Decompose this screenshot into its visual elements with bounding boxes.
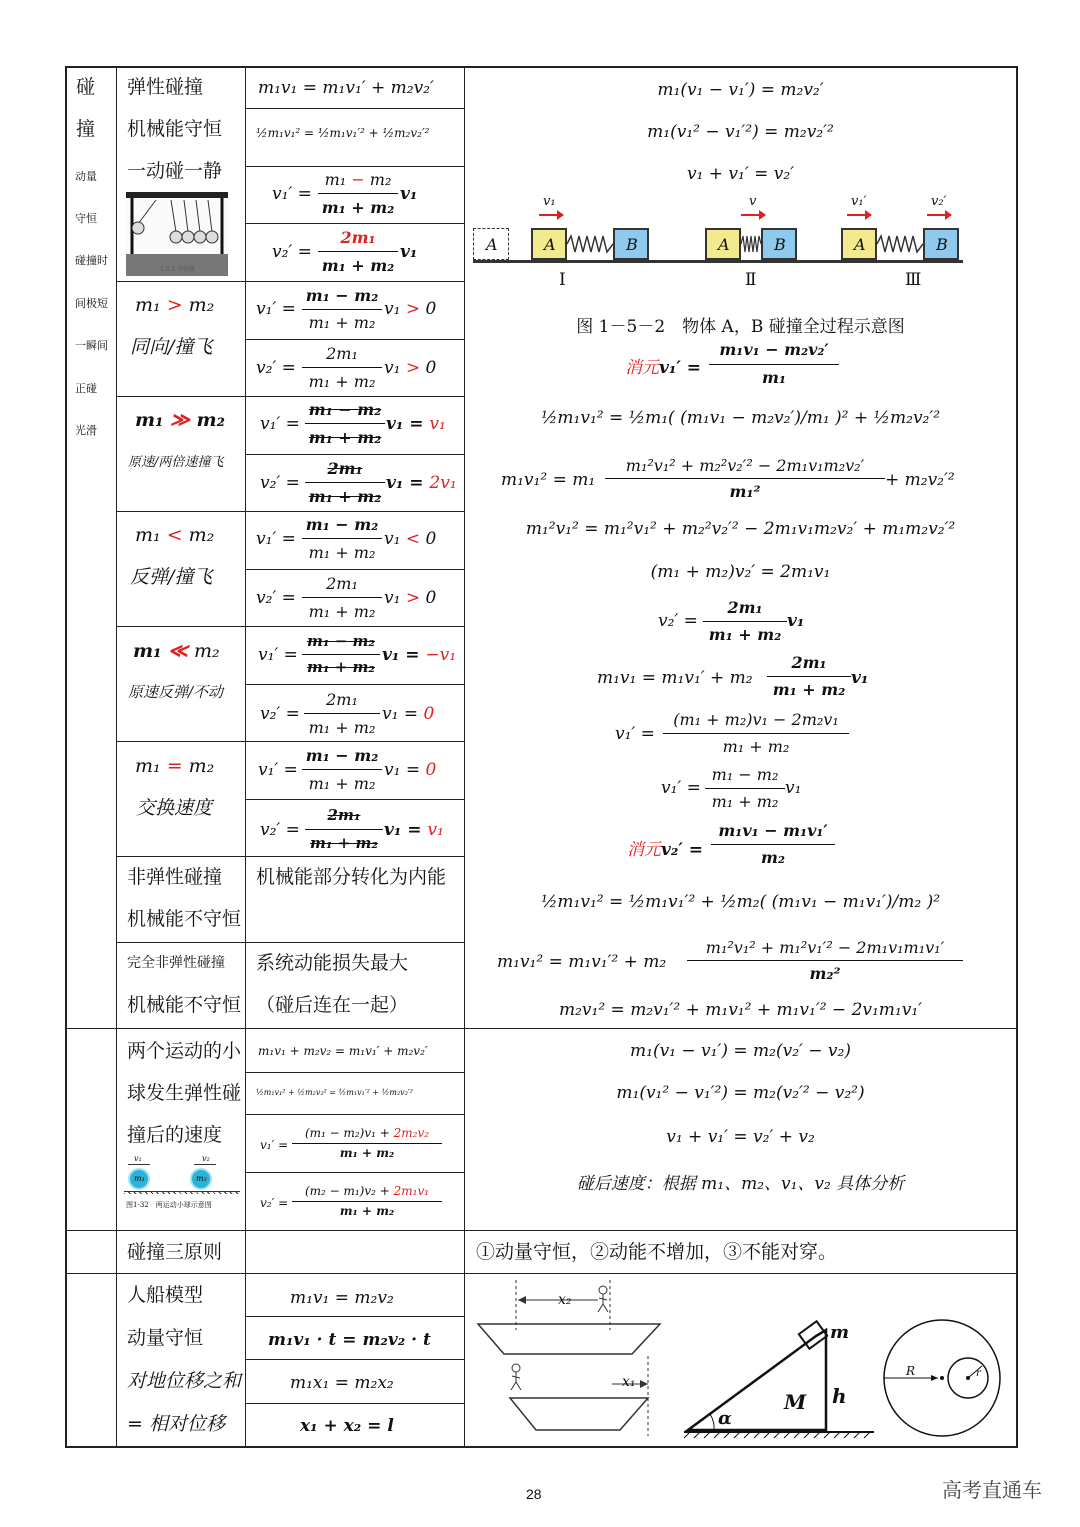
deriv-right: v₁ (785, 778, 802, 798)
result: v₁ = v₁ (386, 414, 446, 434)
boat-title: 人船模型 (127, 1284, 204, 1306)
spring-icon (567, 234, 613, 254)
fraction-bar (292, 1201, 442, 1202)
boat-eq: m₁v₁ = m₂v₂ (290, 1288, 394, 1308)
deriv-eq: ½m₁v₁² = ½m₁( (m₁v₁ − m₂v₂′)/m₁ )² + ½m₂v₂′² (540, 408, 941, 428)
elimination-step: 消元v₂′ = (627, 840, 703, 860)
denominator: m₁ + m₂ (308, 543, 376, 562)
v2-label: v₂ (202, 1154, 210, 1163)
v1p-label: v₁′ = (258, 645, 298, 665)
block-a: A (841, 228, 877, 260)
circle-diagram (880, 1314, 1012, 1444)
newton-cradle-caption: 1.6.1 牛顿摆 (160, 266, 196, 273)
numerator: m₁²v₁² + m₂²v₂′² − 2m₁v₁m₂v₂′ (625, 456, 865, 475)
elastic-energy-eq: ½m₁v₁² = ½m₁v₁′² + ½m₂v₂′² (256, 126, 430, 140)
spring-compressed-icon (741, 234, 761, 254)
v1p-denominator: m₁ + m₂ (321, 198, 395, 217)
numerator: (m₁ + m₂)v₁ − 2m₂v₁ (673, 710, 839, 729)
v1p-label: v₁′ = (258, 760, 298, 780)
v2p-label: v₂′ = (260, 1196, 289, 1210)
deriv-eq: ½m₁v₁² = ½m₁v₁′² + ½m₂( (m₁v₁ − m₁v₁′)/m₂ )² (540, 892, 941, 912)
v2p-label: v₂′ = (260, 473, 300, 493)
denominator: m₁ + m₂ (308, 487, 382, 506)
deriv-right: + m₂v₂′² (885, 470, 955, 490)
block-a: A (705, 228, 741, 260)
boat-note: = 相对位移 (127, 1413, 225, 1435)
v1p-label: v₁′ = (256, 299, 296, 319)
deriv-right: v₁ (787, 611, 805, 631)
block-b: B (761, 228, 797, 260)
result: v₁ < 0 (384, 529, 437, 549)
denominator: m₁ + m₂ (708, 625, 782, 644)
col1-note: 光滑 (75, 424, 97, 437)
col1-note: 一瞬间 (75, 339, 108, 352)
elastic-subtitle: 一动碰一静 (127, 160, 223, 182)
col1-title-1: 碰 (76, 76, 96, 98)
v2p-label: v₂′ = (272, 242, 312, 262)
result: v₁ > 0 (384, 358, 437, 378)
fraction-bar (711, 844, 835, 845)
denominator: m₁ + m₂ (339, 1146, 395, 1160)
stage-label: Ⅰ (559, 270, 566, 290)
h-label: h (832, 1384, 847, 1408)
fraction-bar (302, 538, 382, 539)
denominator: m₁ + m₂ (308, 718, 376, 737)
fraction-bar (302, 309, 382, 310)
denominator: m₂ (761, 848, 785, 867)
boat-note: 对地位移之和 (127, 1370, 242, 1392)
principle-text: ①动量守恒，②动能不增加，③不能对穿。 (476, 1241, 838, 1263)
denominator: m₁ + m₂ (308, 428, 382, 447)
result: v₁ = 0 (384, 760, 437, 780)
case-description: 反弹/撞飞 (130, 566, 213, 588)
block-b: B (613, 228, 649, 260)
deriv-left: v₁′ = (615, 724, 655, 744)
deriv-eq: m₂v₁² = m₂v₁′² + m₁v₁² + m₁v₁′² − 2v₁m₁v₁′ (558, 1000, 923, 1020)
numerator: (m₁ − m₂)v₁ + 2m₂v₂ (304, 1126, 430, 1140)
fraction-bar (304, 713, 380, 714)
circle-drawing (880, 1314, 1012, 1444)
deriv-eq: m₁(v₁ − v₁′) = m₂(v₂′ − v₂) (630, 1041, 851, 1061)
denominator: m₁ + m₂ (711, 792, 779, 811)
x2-label: x₂ (558, 1292, 572, 1308)
boat-diagram (470, 1280, 670, 1440)
newton-cradle-image (126, 192, 228, 276)
collision-diagram (473, 196, 973, 296)
stage-label: Ⅲ (905, 270, 922, 290)
numerator: m₁ − m₂ (307, 632, 375, 650)
fraction-bar (709, 364, 839, 365)
v1-label: v₁ (134, 1154, 142, 1163)
numerator: m₁v₁ − m₂v₂′ (719, 340, 829, 359)
twoball-text: 两个运动的小 (127, 1040, 242, 1062)
v1p-numerator: m₁ − m₂ (324, 170, 392, 189)
numerator: 2m₁ (327, 459, 363, 478)
elastic-energy-note: 机械能守恒 (127, 118, 223, 140)
R-label: R (906, 1364, 916, 1378)
boat-eq: x₁ + x₂ = l (300, 1416, 394, 1436)
result: v₁ = 2v₁ (386, 473, 457, 493)
perfect-desc: 系统动能损失最大 (256, 952, 409, 974)
fraction-bar (703, 621, 787, 622)
twoball-text: 撞后的速度 (127, 1124, 223, 1146)
fraction-bar (302, 769, 382, 770)
v1p-label: v₁′ = (272, 184, 312, 204)
numerator: 2m₁ (326, 690, 358, 709)
twoball-energy-eq: ½m₁v₁² + ½m₂v₂² = ½m₁v₁′² + ½m₂v₂′² (256, 1088, 413, 1097)
boat-note: 动量守恒 (127, 1327, 204, 1349)
fraction-bar (318, 251, 398, 252)
numerator: m₁²v₁² + m₁²v₁′² − 2m₁v₁m₁v₁′ (705, 938, 945, 957)
arrow-head-icon (557, 210, 564, 220)
result: v₁ = 0 (382, 704, 435, 724)
case-description: 交换速度 (136, 797, 213, 819)
perfect-title: 完全非弹性碰撞 (127, 955, 225, 971)
deriv-left: v₂′ = (658, 611, 698, 631)
v1p-label: v₁′ (851, 194, 867, 209)
fraction-bar (302, 367, 382, 368)
fraction-bar (292, 1143, 442, 1144)
denominator: m₁ + m₂ (308, 774, 376, 793)
twoball-text: 球发生弹性碰 (127, 1082, 242, 1104)
twoball-momentum-eq: m₁v₁ + m₂v₂ = m₁v₁′ + m₂v₂′ (258, 1044, 428, 1058)
numerator: 2m₁ (791, 653, 827, 672)
col1-title-2: 撞 (76, 118, 96, 140)
v1p-label: v₁′ = (256, 529, 296, 549)
v2p-label: v₂′ = (256, 588, 296, 608)
denominator: m₁ + m₂ (308, 313, 376, 332)
case-condition: m₁ = m₂ (135, 755, 215, 777)
inelastic-title: 非弹性碰撞 (127, 866, 223, 888)
numerator: 2m₁ (326, 574, 358, 593)
arrow-head-icon (865, 210, 872, 220)
denominator: m₁ + m₂ (772, 680, 846, 699)
alpha-label: α (718, 1408, 732, 1429)
floor-line (473, 260, 963, 263)
deriv-eq: m₁²v₁² = m₁²v₁² + m₂²v₂′² − 2m₁v₁m₂v₂′ + m₁m₂v₂′² (525, 519, 956, 539)
v1-factor: v₁ (400, 184, 418, 204)
r-label: r (976, 1368, 981, 1379)
numerator: (m₂ − m₁)v₂ + 2m₁v₁ (304, 1184, 430, 1198)
v2p-label: v₂′ = (260, 820, 300, 840)
elastic-title: 弹性碰撞 (127, 76, 204, 98)
velocity-arrow (194, 1164, 216, 1165)
fraction-bar (767, 676, 851, 677)
fraction-bar (605, 478, 885, 479)
boat-eq: m₁x₁ = m₂x₂ (290, 1373, 394, 1393)
case-condition: m₁ ≫ m₂ (135, 409, 225, 431)
deriv-left: m₁v₁ = m₁v₁′ + m₂ (597, 668, 753, 688)
denominator: m₁ + m₂ (310, 834, 378, 852)
numerator: m₁ − m₂ (305, 746, 379, 765)
denominator: m₁ + m₂ (308, 602, 376, 621)
M-label: M (784, 1390, 807, 1414)
x1-label: x₁ (622, 1374, 636, 1390)
result: v₁ = −v₁ (382, 645, 457, 665)
spring-icon (877, 234, 923, 254)
v2p-numerator: 2m₁ (340, 228, 376, 247)
v2p-label: v₂′ (931, 194, 947, 209)
denominator: m₁ (762, 368, 786, 387)
numerator: 2m₁ (327, 806, 361, 824)
fraction-bar (705, 788, 785, 789)
ball-m2: m₂ (190, 1168, 212, 1190)
deriv-left: m₁v₁² = m₁ (501, 470, 596, 490)
inelastic-desc: 机械能部分转化为内能 (256, 866, 447, 888)
brand-watermark: 高考直通车 (942, 1478, 1042, 1502)
ground-line (124, 1191, 240, 1194)
deriv-eq: m₁(v₁² − v₁′²) = m₂(v₂′² − v₂²) (616, 1083, 865, 1103)
stage-label: Ⅱ (745, 270, 757, 290)
twoball-derivation (465, 1029, 1016, 1229)
col1-note: 碰撞时 (75, 254, 108, 267)
deriv-eq: m₁(v₁ − v₁′) = m₂v₂′ (657, 80, 824, 100)
deriv-eq: m₁(v₁² − v₁′²) = m₂v₂′² (647, 122, 834, 142)
fraction-bar (318, 193, 398, 194)
col1-note: 守恒 (75, 212, 97, 225)
elimination-step: 消元v₁′ = (625, 358, 701, 378)
result: v₁ > 0 (384, 588, 437, 608)
deriv-right: v₁ (851, 668, 869, 688)
numerator: 2m₁ (326, 344, 358, 363)
numerator: 2m₁ (727, 598, 763, 617)
ball-m1: m₁ (128, 1168, 150, 1190)
case-condition: m₁ < m₂ (135, 524, 215, 546)
denominator: m₁ + m₂ (307, 658, 375, 676)
perfect-note: 机械能不守恒 (127, 994, 242, 1016)
case-description: 同向/撞飞 (130, 336, 213, 358)
col1-note: 动量 (75, 170, 97, 183)
deriv-eq: v₁ + v₁′ = v₂′ + v₂ (666, 1127, 815, 1147)
fraction-bar (302, 597, 382, 598)
v2p-label: v₂′ = (256, 358, 296, 378)
velocity-arrow (128, 1164, 150, 1165)
v-label: v (749, 194, 757, 209)
fraction-bar (687, 960, 963, 961)
fraction-bar (305, 423, 385, 424)
numerator: m₁v₁ − m₁v₁′ (718, 821, 828, 840)
case-condition: m₁ > m₂ (135, 294, 215, 316)
numerator: m₁ − m₂ (308, 400, 382, 419)
deriv-left: v₁′ = (661, 778, 701, 798)
fraction-bar (305, 829, 383, 830)
fraction-bar (663, 733, 849, 734)
case-description: 原速反弹/不动 (128, 683, 224, 701)
result: v₁ > 0 (384, 299, 437, 319)
v2p-denominator: m₁ + m₂ (321, 256, 395, 275)
page-number: 28 (526, 1486, 542, 1502)
block-a: A (531, 228, 567, 260)
block-a-ghost: A (473, 228, 509, 260)
two-ball-diagram (124, 1154, 244, 1210)
derivation-panel (465, 68, 1016, 1028)
figure-caption: 图 1－5－2 物体 A，B 碰撞全过程示意图 (576, 317, 905, 337)
m-label: m (830, 1322, 850, 1343)
arrow-head-icon (759, 210, 766, 220)
v2p-label: v₂′ = (260, 704, 300, 724)
fraction-bar (305, 482, 385, 483)
v1-factor: v₁ (400, 242, 418, 262)
perfect-desc-note: （碰后连在一起） (256, 994, 409, 1016)
case-description: 原速/两倍速撞飞 (128, 455, 224, 470)
arrow-head-icon (945, 210, 952, 220)
boat-eq: m₁v₁ · t = m₂v₂ · t (268, 1330, 431, 1350)
v1-label: v₁ (543, 194, 556, 209)
numerator: m₁ − m₂ (711, 765, 779, 784)
deriv-eq: v₁ + v₁′ = v₂′ (686, 164, 795, 184)
numerator: m₁ − m₂ (305, 515, 379, 534)
col1-note: 正碰 (75, 382, 97, 395)
elastic-momentum-eq: m₁v₁ = m₁v₁′ + m₂v₂′ (258, 78, 434, 98)
case-condition: m₁ ≪ m₂ (133, 640, 220, 662)
deriv-left: m₁v₁² = m₁v₁′² + m₂ (497, 952, 667, 972)
v1p-label: v₁′ = (260, 414, 300, 434)
fraction-bar (302, 654, 380, 655)
denominator: m₂² (809, 964, 841, 983)
v1p-label: v₁′ = (260, 1138, 289, 1152)
deriv-note: 碰后速度：根据 m₁、m₂、v₁、v₂ 具体分析 (576, 1174, 905, 1194)
denominator: m₁ + m₂ (308, 372, 376, 391)
principle-label: 碰撞三原则 (127, 1241, 223, 1263)
inelastic-note: 机械能不守恒 (127, 908, 242, 930)
denominator: m₁ + m₂ (339, 1204, 395, 1218)
denominator: m₁ + m₂ (722, 737, 790, 756)
deriv-eq: (m₁ + m₂)v₂′ = 2m₁v₁ (650, 562, 831, 582)
denominator: m₁² (729, 482, 761, 501)
col1-note: 间极短 (75, 297, 108, 310)
block-b: B (923, 228, 959, 260)
incline-diagram (684, 1320, 874, 1444)
result: v₁ = v₁ (384, 820, 444, 840)
figure-caption: 图1-32 两运动小球示意图 (126, 1201, 212, 1209)
numerator: m₁ − m₂ (305, 286, 379, 305)
